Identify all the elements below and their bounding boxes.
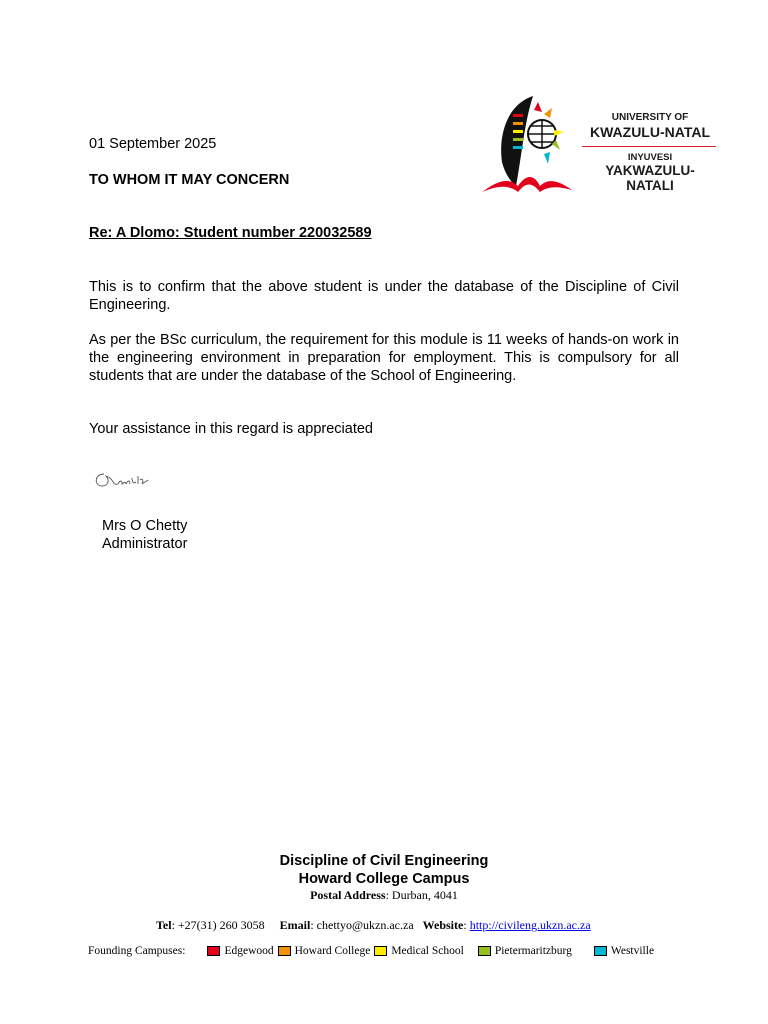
footer-postal-address — [0, 888, 768, 903]
campus-color-swatch — [374, 946, 387, 956]
university-logo — [478, 94, 718, 198]
closing-line: Your assistance in this regard is appreciated — [89, 421, 373, 437]
campus-label: Pietermaritzburg — [494, 945, 572, 957]
founding-campuses-row — [88, 945, 654, 957]
email-value[interactable]: : chettyo@ukzn.ac.za — [310, 918, 414, 932]
shield-emblem-icon — [478, 94, 582, 198]
paragraph-curriculum: As per the BSc curriculum, the requirement for this module is 11 weeks of hands-on work in the engineering environment in preparation for employment. This is compulsory for all students that are under the database of the School of Engineering. — [89, 332, 679, 384]
tel-value: : +27(31) 260 3058 — [171, 918, 265, 932]
campus-label: Westville — [610, 945, 655, 957]
campus-color-swatch — [207, 946, 220, 956]
footer-contact-row — [156, 918, 591, 933]
footer-campus: Howard College Campus — [298, 871, 470, 887]
postal-value: : Durban, 4041 — [385, 888, 458, 902]
re-line: Re: A Dlomo: Student number 220032589 — [89, 225, 372, 241]
founding-campuses-label: Founding Campuses: — [88, 945, 186, 957]
logo-line-university-of: UNIVERSITY OF — [611, 112, 689, 123]
campus-label: Medical School — [391, 945, 464, 957]
handwritten-signature — [92, 470, 154, 492]
campus-westville — [594, 945, 654, 957]
campus-color-swatch — [478, 946, 491, 956]
logo-line-yakwazulu-natali: YAKWAZULU-NATALI — [605, 163, 695, 193]
email-label: Email — [279, 918, 311, 932]
website-label: Website — [422, 918, 464, 932]
letter-date: 01 September 2025 — [89, 136, 217, 152]
campus-edgewood — [207, 945, 273, 957]
postal-label: Postal Address — [310, 888, 386, 902]
website-separator: : — [463, 918, 470, 932]
paragraph-confirmation: This is to confirm that the above student is under the database of the Discipline of Civil Engineering. — [89, 279, 679, 313]
logo-line-kwazulu-natal: KWAZULU-NATAL — [589, 124, 710, 140]
campus-color-swatch — [278, 946, 291, 956]
campus-color-swatch — [594, 946, 607, 956]
logo-line-inyuvesi: INYUVESI — [627, 152, 673, 163]
campus-label: Edgewood — [224, 945, 274, 957]
campus-label: Howard College — [294, 945, 371, 957]
logo-divider — [582, 146, 716, 147]
signatory-title: Administrator — [102, 536, 188, 552]
campus-pietermaritzburg — [478, 945, 572, 957]
tel-label: Tel — [156, 918, 172, 932]
campus-howard-college — [278, 945, 371, 957]
salutation: TO WHOM IT MAY CONCERN — [89, 172, 290, 188]
footer-department: Discipline of Civil Engineering — [279, 853, 489, 869]
website-link[interactable]: http://civileng.ukzn.ac.za — [469, 918, 591, 932]
campus-medical-school — [374, 945, 464, 957]
signatory-name: Mrs O Chetty — [102, 518, 188, 534]
